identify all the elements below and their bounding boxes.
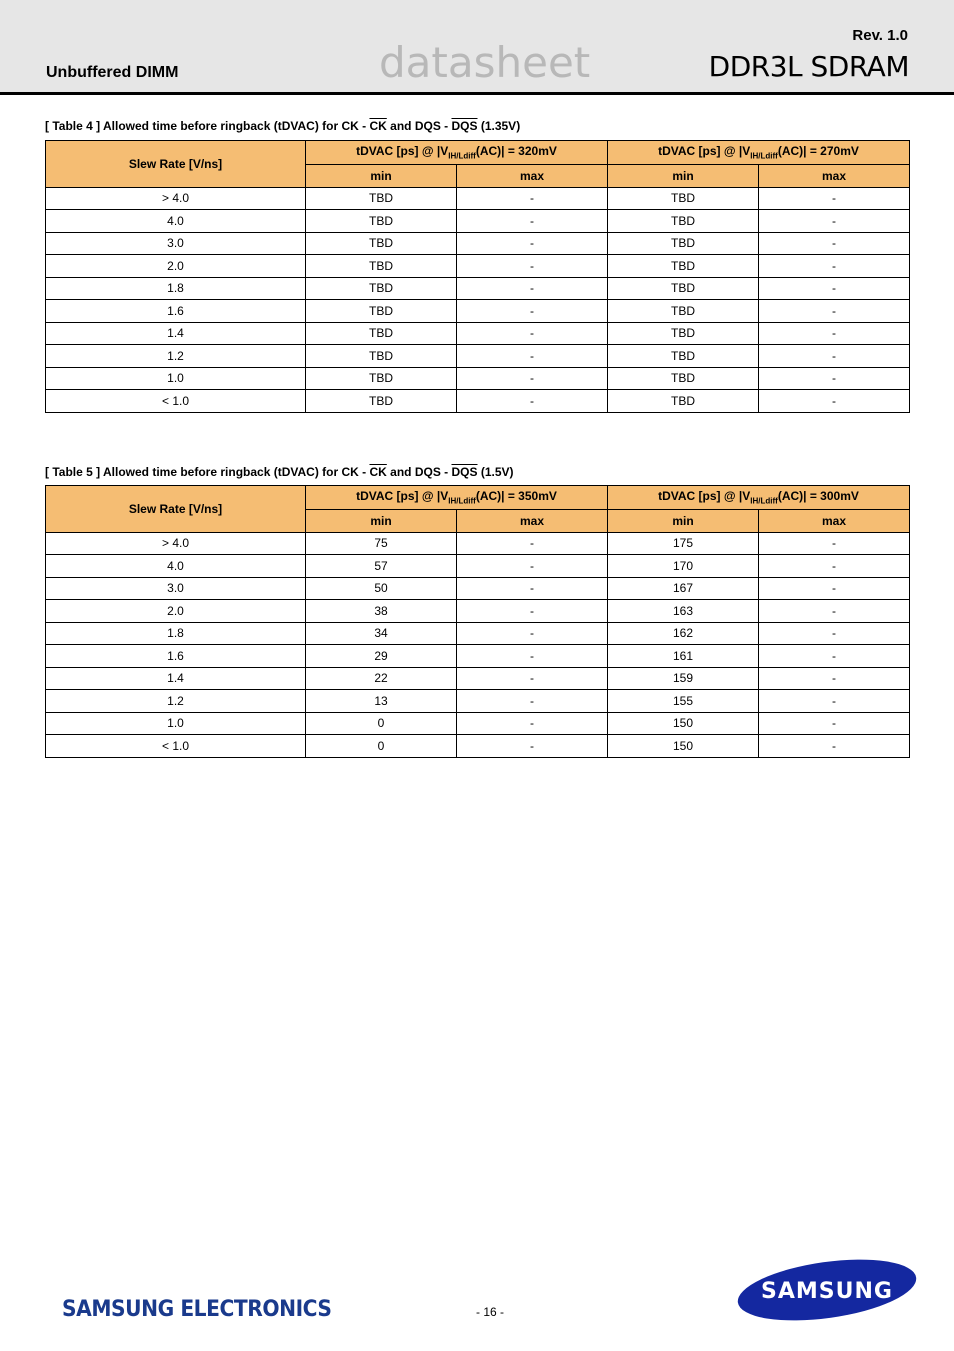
table-row: [46, 300, 910, 323]
table-cell: -: [759, 735, 910, 758]
table-row: [46, 345, 910, 368]
table5-col-a-header: tDVAC [ps] @ $|V_{IH/Ldiff}(AC)| = 350mV$: [306, 486, 608, 510]
table-cell: TBD: [306, 187, 457, 210]
table-cell: -: [759, 210, 910, 233]
table-cell: -: [457, 555, 608, 578]
table-row: [46, 187, 910, 210]
table-cell: 50: [306, 577, 457, 600]
table-cell: 57: [306, 555, 457, 578]
table-cell: TBD: [306, 210, 457, 233]
table4-max-b: max: [759, 165, 910, 188]
table-cell: TBD: [306, 345, 457, 368]
table-cell: 34: [306, 622, 457, 645]
table5-max-a: max: [457, 510, 608, 533]
table-cell: -: [457, 255, 608, 278]
table-cell: < 1.0: [46, 390, 306, 413]
table-row: [46, 555, 910, 578]
table-cell: -: [759, 187, 910, 210]
table-cell: TBD: [306, 232, 457, 255]
table-cell: 4.0: [46, 555, 306, 578]
table-cell: 13: [306, 690, 457, 713]
table-cell: -: [759, 667, 910, 690]
table-cell: 1.6: [46, 645, 306, 668]
table-cell: -: [457, 735, 608, 758]
table-cell: 175: [608, 532, 759, 555]
table-cell: 22: [306, 667, 457, 690]
table-cell: -: [457, 532, 608, 555]
table4-max-a: max: [457, 165, 608, 188]
table-row: [46, 667, 910, 690]
table-cell: 1.8: [46, 622, 306, 645]
table-cell: -: [759, 300, 910, 323]
table-cell: -: [759, 367, 910, 390]
revision-label: Rev. 1.0: [852, 27, 908, 44]
table-cell: -: [457, 622, 608, 645]
table-cell: -: [759, 322, 910, 345]
table5-min-a: min: [306, 510, 457, 533]
table-cell: TBD: [306, 255, 457, 278]
table-row: [46, 645, 910, 668]
table5-slew-header: Slew Rate [V/ns]: [46, 486, 306, 533]
table-cell: TBD: [608, 210, 759, 233]
table-row: [46, 532, 910, 555]
table-cell: -: [457, 277, 608, 300]
table-cell: -: [759, 600, 910, 623]
table-row: [46, 735, 910, 758]
table-cell: 167: [608, 577, 759, 600]
table-cell: 29: [306, 645, 457, 668]
table-row: [46, 255, 910, 278]
table-cell: > 4.0: [46, 187, 306, 210]
table-cell: -: [457, 232, 608, 255]
table-cell: -: [759, 390, 910, 413]
table-cell: 3.0: [46, 577, 306, 600]
table-cell: 4.0: [46, 210, 306, 233]
table-cell: 1.8: [46, 277, 306, 300]
table-cell: 161: [608, 645, 759, 668]
table-cell: -: [457, 712, 608, 735]
table-cell: -: [457, 300, 608, 323]
table5-min-b: min: [608, 510, 759, 533]
table-cell: -: [759, 577, 910, 600]
table-cell: 150: [608, 712, 759, 735]
table-cell: TBD: [306, 277, 457, 300]
table-cell: 170: [608, 555, 759, 578]
table-row: [46, 690, 910, 713]
table-row: [46, 367, 910, 390]
table4-body: [46, 187, 910, 412]
table-cell: -: [457, 577, 608, 600]
table-cell: TBD: [608, 187, 759, 210]
table-cell: TBD: [306, 322, 457, 345]
table-cell: -: [457, 345, 608, 368]
page-number: - 16 -: [475, 1305, 504, 1319]
table4-min-b: min: [608, 165, 759, 188]
table-cell: -: [457, 690, 608, 713]
table-cell: > 4.0: [46, 532, 306, 555]
table-cell: 1.4: [46, 322, 306, 345]
table5-max-b: max: [759, 510, 910, 533]
table-cell: TBD: [608, 322, 759, 345]
logo-text: SAMSUNG: [761, 1279, 893, 1304]
table-cell: 162: [608, 622, 759, 645]
table-cell: -: [759, 232, 910, 255]
table-cell: -: [457, 367, 608, 390]
product-title: DDR3L SDRAM: [708, 50, 909, 83]
table-cell: -: [457, 645, 608, 668]
table-cell: 3.0: [46, 232, 306, 255]
section-title: Unbuffered DIMM: [46, 64, 179, 81]
table4-col-a-header: tDVAC [ps] @ $|V_{IH/Ldiff}(AC)| = 320mV$: [306, 141, 608, 165]
table-cell: TBD: [608, 232, 759, 255]
table-cell: -: [457, 322, 608, 345]
table-cell: < 1.0: [46, 735, 306, 758]
table-cell: 75: [306, 532, 457, 555]
table-cell: -: [759, 277, 910, 300]
table-row: [46, 600, 910, 623]
table-cell: 38: [306, 600, 457, 623]
table-cell: -: [457, 390, 608, 413]
table-cell: -: [759, 532, 910, 555]
table-cell: -: [457, 187, 608, 210]
table-cell: 1.2: [46, 345, 306, 368]
table-cell: 2.0: [46, 600, 306, 623]
table-cell: TBD: [306, 390, 457, 413]
table-cell: -: [457, 667, 608, 690]
header-divider: [0, 92, 954, 95]
table4-min-a: min: [306, 165, 457, 188]
watermark: datasheet: [379, 38, 591, 87]
table-cell: -: [759, 255, 910, 278]
table-cell: -: [759, 555, 910, 578]
table-row: [46, 577, 910, 600]
table5-col-b-header: tDVAC [ps] @ $|V_{IH/Ldiff}(AC)| = 300mV$: [608, 486, 910, 510]
table-cell: TBD: [608, 255, 759, 278]
table-cell: -: [457, 210, 608, 233]
table5: [45, 485, 910, 758]
table-cell: TBD: [608, 367, 759, 390]
table-cell: TBD: [306, 367, 457, 390]
table-row: [46, 712, 910, 735]
table-cell: -: [759, 622, 910, 645]
table5-caption: [ Table 5 ] Allowed time before ringback (tDVAC) for CK - $\overline{CK}$ and DQS - $\overline{DQS}$ (1.5V): [45, 465, 514, 479]
table-cell: 163: [608, 600, 759, 623]
table-row: [46, 232, 910, 255]
table-row: [46, 322, 910, 345]
footer-brand: SAMSUNG ELECTRONICS: [62, 1297, 332, 1322]
table-cell: -: [759, 645, 910, 668]
table-cell: 2.0: [46, 255, 306, 278]
table-cell: TBD: [608, 277, 759, 300]
table-cell: TBD: [608, 300, 759, 323]
table-cell: -: [457, 600, 608, 623]
table-cell: -: [759, 712, 910, 735]
table-cell: 0: [306, 735, 457, 758]
table4: [45, 140, 910, 413]
table-cell: 155: [608, 690, 759, 713]
table-cell: 1.0: [46, 712, 306, 735]
table-cell: 159: [608, 667, 759, 690]
table5-body: [46, 532, 910, 757]
table-row: [46, 390, 910, 413]
table-cell: 1.4: [46, 667, 306, 690]
table-cell: 1.0: [46, 367, 306, 390]
table-cell: 150: [608, 735, 759, 758]
table-cell: -: [759, 345, 910, 368]
table4-slew-header: Slew Rate [V/ns]: [46, 141, 306, 188]
table-cell: 1.2: [46, 690, 306, 713]
table-cell: TBD: [608, 390, 759, 413]
table-row: [46, 210, 910, 233]
table4-col-b-header: tDVAC [ps] @ $|V_{IH/Ldiff}(AC)| = 270mV$: [608, 141, 910, 165]
table-cell: 1.6: [46, 300, 306, 323]
table-cell: TBD: [608, 345, 759, 368]
table4-caption: [ Table 4 ] Allowed time before ringback (tDVAC) for CK - $\overline{CK}$ and DQS - $\overline{DQS}$ (1.35V): [45, 119, 521, 133]
table-row: [46, 277, 910, 300]
table-cell: -: [759, 690, 910, 713]
table-cell: 0: [306, 712, 457, 735]
table-cell: TBD: [306, 300, 457, 323]
samsung-logo: [735, 1258, 919, 1322]
table-row: [46, 622, 910, 645]
